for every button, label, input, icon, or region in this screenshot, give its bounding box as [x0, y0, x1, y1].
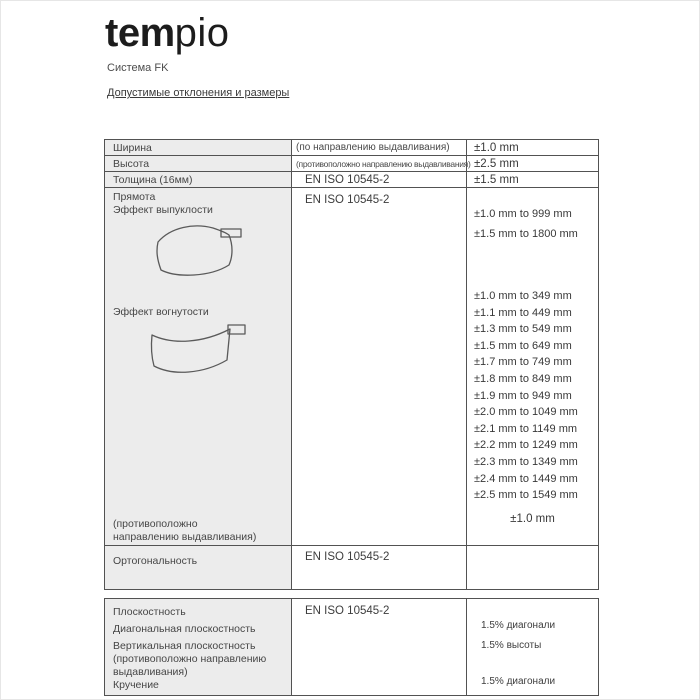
torsion-value: 1.5% диагонали: [481, 676, 556, 687]
vertical-flatness-value: 1.5% высоты: [481, 640, 542, 651]
tolerance-list-item: ±1.1 mm to 449 mm: [474, 306, 572, 319]
straightness-label: Прямота: [113, 191, 156, 203]
orthogonality-value-cell: [467, 546, 598, 589]
straightness-method: EN ISO 10545-2: [305, 194, 390, 206]
table-row-orthogonality: [105, 546, 598, 589]
tolerance-list-item: ±2.4 mm to 1449 mm: [474, 472, 578, 485]
straightness-method-cell: [292, 188, 467, 545]
flatness-method: EN ISO 10545-2: [305, 605, 390, 617]
tolerances-table: [104, 139, 599, 590]
thickness-value-cell: ±1.5 mm: [474, 173, 519, 186]
straightness-label-cell: [105, 188, 292, 545]
straightness-tolerance-list: [474, 288, 578, 504]
width-label-cell: Ширина: [105, 140, 292, 155]
flatness-label-cell: [105, 599, 292, 695]
straightness-top-values: [474, 205, 578, 244]
torsion-label: Кручение: [113, 679, 159, 691]
height-value-cell: ±2.5 mm: [474, 157, 519, 170]
tolerance-list-item: ±2.5 mm to 1549 mm: [474, 489, 578, 502]
logo-bold-part: tem: [105, 11, 175, 55]
flatness-values-cell: [467, 599, 598, 695]
tolerance-list-item: ±1.7 mm to 749 mm: [474, 356, 572, 369]
tolerance-list-item: ±1.0 mm to 999 mm: [474, 208, 572, 220]
diagonal-flatness-label: Диагональная плоскостность: [113, 623, 256, 635]
tolerance-list-item: ±1.3 mm to 549 mm: [474, 323, 572, 336]
width-method-cell: (по направлению выдавливания): [292, 140, 467, 155]
tolerance-list-item: ±2.1 mm to 1149 mm: [474, 422, 578, 435]
table-row-straightness: [105, 188, 598, 546]
diagonal-flatness-value: 1.5% диагонали: [481, 620, 556, 631]
orthogonality-label-cell: [105, 546, 292, 589]
thickness-method-cell: EN ISO 10545-2: [292, 172, 467, 187]
orthogonality-method: EN ISO 10545-2: [305, 551, 390, 563]
straightness-values-cell: [467, 188, 598, 545]
tolerance-list-item: ±1.8 mm to 849 mm: [474, 372, 572, 385]
concavity-label: Эффект вогнутости: [113, 306, 209, 318]
convexity-diagram: [152, 221, 244, 281]
tolerance-list-item: ±1.9 mm to 949 mm: [474, 389, 572, 402]
orthogonality-method-cell: [292, 546, 467, 589]
tolerance-list-item: ±2.0 mm to 1049 mm: [474, 406, 578, 419]
flatness-method-cell: [292, 599, 467, 695]
flatness-table: [104, 598, 599, 696]
tolerance-list-item: ±2.3 mm to 1349 mm: [474, 455, 578, 468]
convexity-label: Эффект выпуклости: [113, 204, 213, 216]
tolerance-list-item: ±2.2 mm to 1249 mm: [474, 439, 578, 452]
table-row-width: [105, 140, 598, 156]
height-method-cell: (противоположно направлению выдавливания): [292, 156, 467, 171]
tolerances-link[interactable]: Допустимые отклонения и размеры: [107, 87, 290, 99]
flatness-label: Плоскостность: [113, 606, 186, 618]
tolerance-list-item: ±1.0 mm to 349 mm: [474, 290, 572, 302]
orthogonality-label: Ортогональность: [113, 555, 198, 567]
thickness-label-cell: Толщина (16мм): [105, 172, 292, 187]
table-row-height: [105, 156, 598, 172]
tolerance-list-item: ±1.5 mm to 649 mm: [474, 339, 572, 352]
vertical-flatness-label: Вертикальная плоскостность (противоположно направлению выдавливания): [113, 640, 267, 678]
width-value-cell: ±1.0 mm: [474, 141, 519, 154]
opposite-direction-label: (противоположно направлению выдавливания): [113, 518, 257, 543]
system-label: Система FK: [107, 62, 169, 74]
opposite-direction-value: ±1.0 mm: [510, 513, 555, 525]
height-label-cell: Высота: [105, 156, 292, 171]
tempio-logo: [105, 11, 230, 55]
tolerance-list-item: ±1.5 mm to 1800 mm: [474, 227, 578, 240]
concavity-diagram: [147, 322, 249, 380]
logo-light-part: pio: [174, 11, 230, 55]
table-row-thickness: [105, 172, 598, 188]
